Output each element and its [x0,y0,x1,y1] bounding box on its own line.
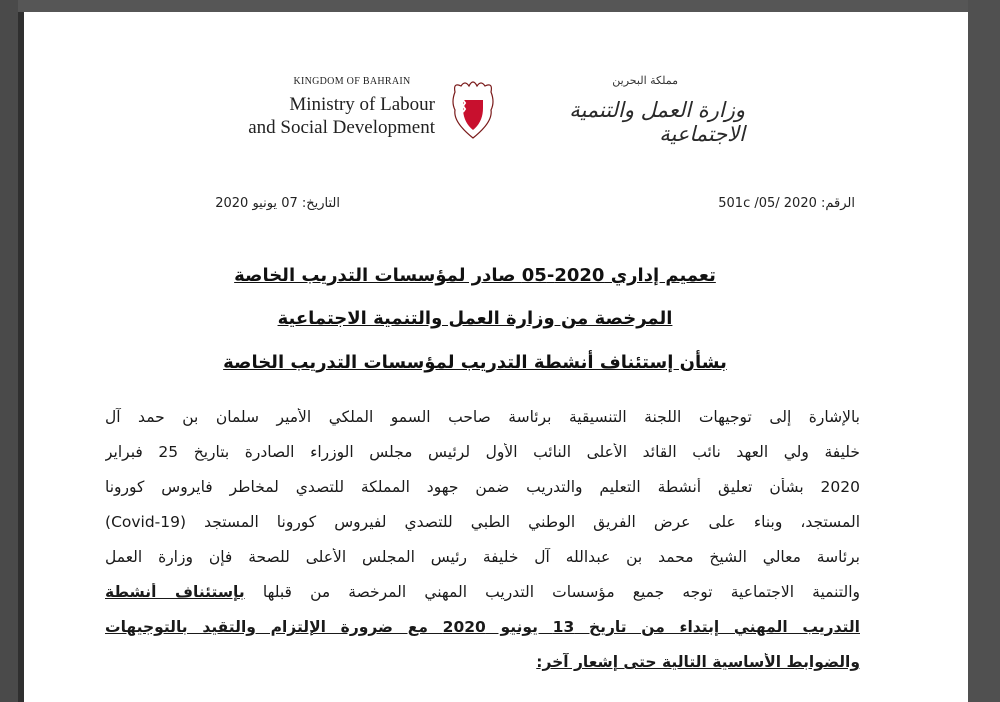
body-line-7 [105,618,860,636]
kingdom-en-label: KINGDOM OF BAHRAIN [293,76,411,87]
body-line-5: برئاسة معالي الشيخ محمد بن عبدالله آل خليفة رئيس المجلس الأعلى للصحة فإن وزارة العمل [105,548,860,566]
body-line-4: المستجد، وبناء على عرض الفريق الوطني الطبي للتصدي لفيروس كورونا المستجد (Covid-19) [105,513,860,531]
body-line-8 [105,653,860,671]
ministry-en-line1: Ministry of Labour [289,94,435,115]
bahrain-emblem-icon [447,78,499,144]
viewer-top-frame [0,0,1000,12]
body-line-6-emphasis: بإستئناف أنشطة [105,583,245,601]
body-line-6 [105,583,860,601]
viewer-right-frame [968,0,1000,702]
viewer-left-frame [0,0,18,702]
kingdom-ar-label: مملكة البحرين [612,74,678,87]
ministry-en-line2: and Social Development [248,117,435,138]
body-line-2: خليفة ولي العهد نائب القائد الأعلى النائب الأول لرئيس مجلس الوزراء الصادرة بتاريخ 25 فبراير [105,443,860,461]
reference-number: الرقم: 501c /05/ 2020 [718,196,855,211]
title-line-2: المرخصة من وزارة العمل والتنمية الاجتماعية [277,308,673,329]
body-line-1: بالإشارة إلى توجيهات اللجنة التنسيقية برئاسة صاحب السمو الملكي الأمير سلمان بن حمد آل [105,408,860,426]
body-line-3: 2020 بشأن تعليق أنشطة التعليم والتدريب ضمن جهود المملكة للتصدي لمخاطر فايروس كورونا [105,478,860,496]
body-line-8-emphasis: والضوابط الأساسية التالية حتى إشعار آخر: [536,653,860,671]
body-line-7-emphasis: التدريب المهني إبتداء من تاريخ 13 يونيو 2020 مع ضرورة الإلتزام والتقيد بالتوجيهات [105,618,860,636]
ministry-ar-name: وزارة العمل والتنمية الاجتماعية [569,98,745,146]
document-date: التاريخ: 07 يونيو 2020 [215,196,340,211]
title-line-3: بشأن إستئناف أنشطة التدريب لمؤسسات التدريب الخاصة [223,352,727,373]
body-line-6-text: والتنمية الاجتماعية توجه جميع مؤسسات التدريب المهني المرخصة من قبلها [244,583,860,601]
ministry-en-name [200,93,435,139]
title-line-1: تعميم إداري 2020-05 صادر لمؤسسات التدريب الخاصة [234,265,716,286]
